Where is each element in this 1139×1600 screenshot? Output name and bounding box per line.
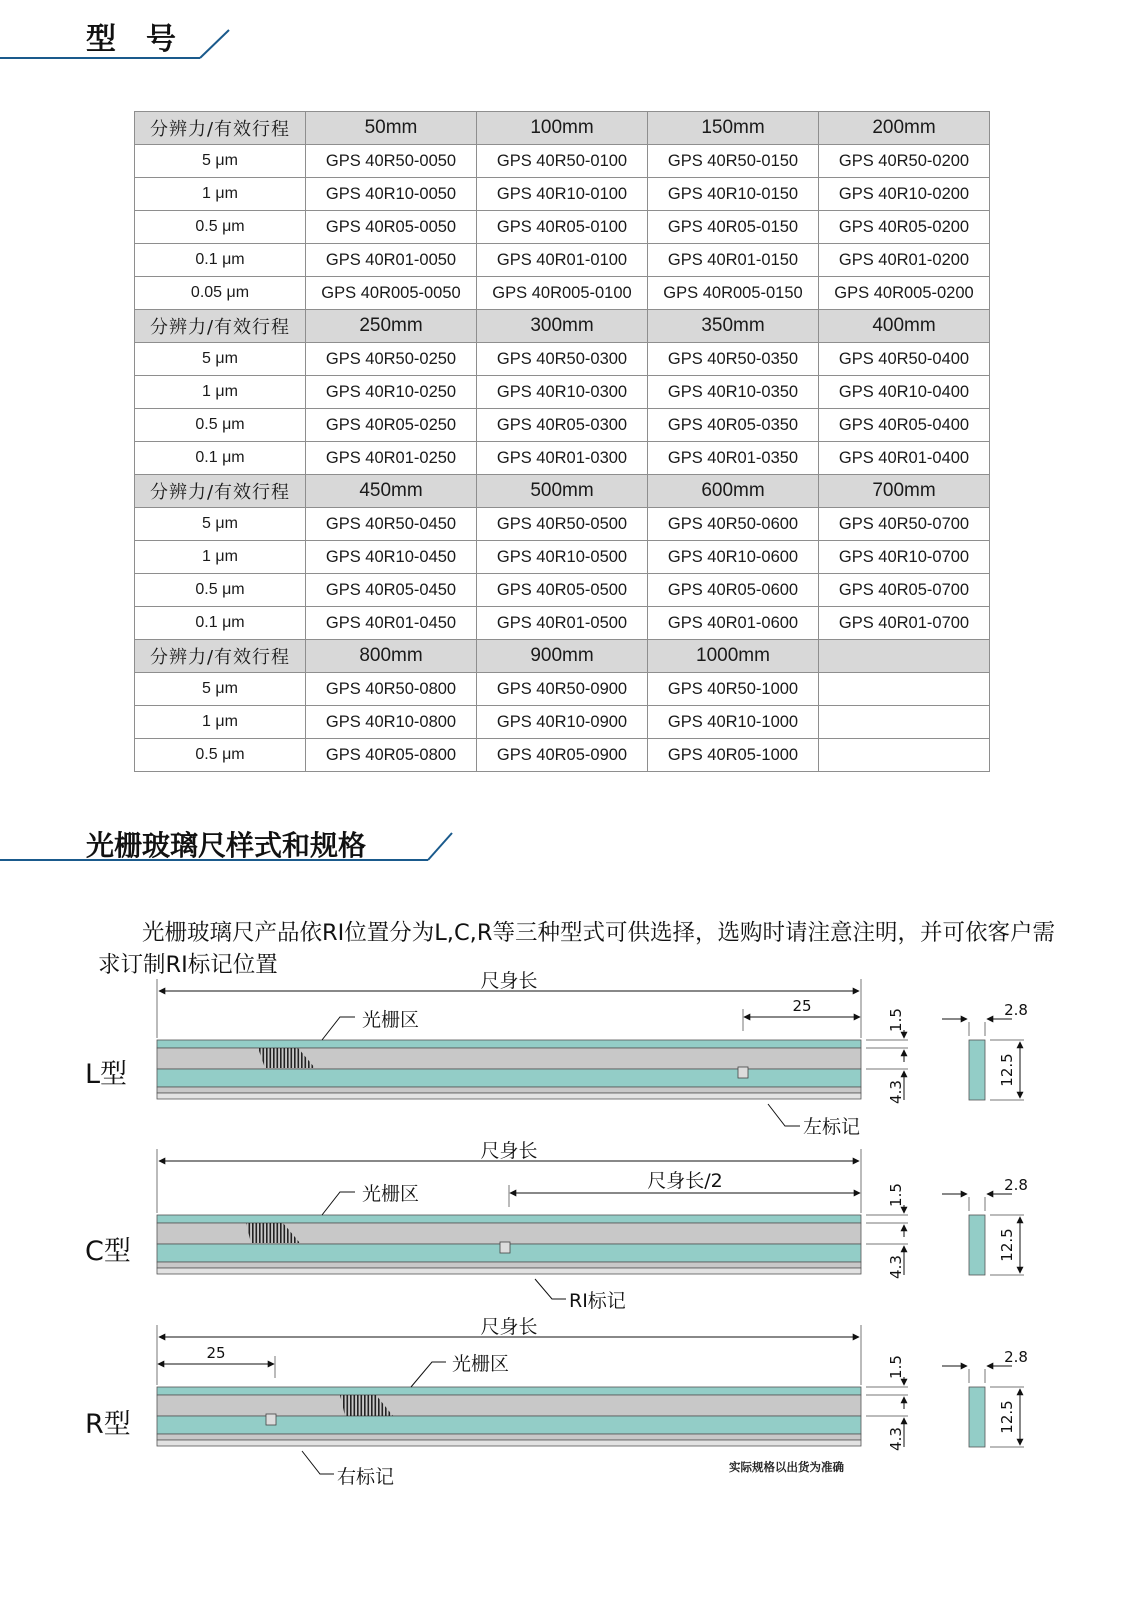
dim-bottom-label: 4.3 <box>887 1427 905 1451</box>
resolution-cell: 0.5 μm <box>135 574 306 607</box>
leader-line <box>768 1104 800 1126</box>
model-cell: GPS 40R05-0100 <box>477 211 648 244</box>
leader-line <box>322 1017 355 1040</box>
model-cell: GPS 40R05-0300 <box>477 409 648 442</box>
model-cell: GPS 40R005-0100 <box>477 277 648 310</box>
model-cell: GPS 40R01-0700 <box>819 607 990 640</box>
model-cell: GPS 40R50-0150 <box>648 145 819 178</box>
model-cell: GPS 40R05-1000 <box>648 739 819 772</box>
model-cell: GPS 40R10-0150 <box>648 178 819 211</box>
type-label: L型 <box>85 1059 128 1090</box>
travel-header-cell: 100mm <box>477 112 648 145</box>
travel-header-cell: 500mm <box>477 475 648 508</box>
travel-header-cell: 300mm <box>477 310 648 343</box>
model-cell: GPS 40R01-0400 <box>819 442 990 475</box>
model-cell: GPS 40R10-0500 <box>477 541 648 574</box>
diagram-r-type <box>85 1316 1028 1488</box>
model-cell: GPS 40R05-0400 <box>819 409 990 442</box>
leader-line <box>322 1192 355 1215</box>
scale-base-strip <box>157 1262 861 1268</box>
length-label: 尺身长 <box>480 1316 538 1338</box>
resolution-cell: 5 μm <box>135 145 306 178</box>
dim-top-label: 1.5 <box>887 1355 905 1379</box>
leader-line <box>535 1279 566 1299</box>
model-cell: GPS 40R01-0050 <box>306 244 477 277</box>
resolution-cell: 5 μm <box>135 343 306 376</box>
diagram-l-type <box>85 970 1028 1138</box>
dim-width-label: 2.8 <box>1004 1001 1028 1019</box>
scale-top-strip <box>157 1387 861 1395</box>
dim-bottom-label: 4.3 <box>887 1080 905 1104</box>
grating-label: 光栅区 <box>452 1353 510 1375</box>
scale-base-edge <box>157 1440 861 1446</box>
model-cell: GPS 40R50-0900 <box>477 673 648 706</box>
header-label-cell: 分辨力/有效行程 <box>135 310 306 343</box>
scale-reference-strip <box>157 1416 861 1434</box>
travel-header-cell: 700mm <box>819 475 990 508</box>
section-title-style: 光栅玻璃尺样式和规格 <box>86 829 367 862</box>
model-cell: GPS 40R10-0050 <box>306 178 477 211</box>
travel-header-cell: 250mm <box>306 310 477 343</box>
travel-header-cell: 1000mm <box>648 640 819 673</box>
scale-base-edge <box>157 1093 861 1099</box>
model-cell: GPS 40R10-0900 <box>477 706 648 739</box>
scale-grating-body <box>157 1395 861 1416</box>
dim-width-label: 2.8 <box>1004 1348 1028 1366</box>
scale-top-strip <box>157 1215 861 1223</box>
model-cell: GPS 40R005-0200 <box>819 277 990 310</box>
cross-section <box>969 1040 985 1100</box>
model-cell: GPS 40R10-0100 <box>477 178 648 211</box>
leader-line <box>302 1451 334 1474</box>
travel-header-cell: 50mm <box>306 112 477 145</box>
grating-label: 光栅区 <box>362 1183 420 1205</box>
diagram-c-type <box>85 1140 1028 1312</box>
model-cell: GPS 40R01-0250 <box>306 442 477 475</box>
footnote: 实际规格以出货为准确 <box>729 1460 844 1474</box>
resolution-cell: 0.1 μm <box>135 607 306 640</box>
model-cell: GPS 40R05-0900 <box>477 739 648 772</box>
model-cell: GPS 40R10-0800 <box>306 706 477 739</box>
dim-height-label: 12.5 <box>998 1228 1016 1262</box>
mark-label: 右标记 <box>337 1466 395 1488</box>
model-cell: GPS 40R05-0200 <box>819 211 990 244</box>
reference-mark <box>266 1414 276 1425</box>
model-cell: GPS 40R005-0050 <box>306 277 477 310</box>
offset-label: 25 <box>792 997 812 1015</box>
scale-base-strip <box>157 1434 861 1440</box>
model-cell: GPS 40R05-0700 <box>819 574 990 607</box>
scale-top-strip <box>157 1040 861 1048</box>
model-cell: GPS 40R50-0050 <box>306 145 477 178</box>
model-cell: GPS 40R05-0050 <box>306 211 477 244</box>
model-cell: GPS 40R50-0200 <box>819 145 990 178</box>
model-cell: GPS 40R50-0450 <box>306 508 477 541</box>
resolution-cell: 0.5 μm <box>135 739 306 772</box>
model-cell: GPS 40R10-0400 <box>819 376 990 409</box>
model-cell: GPS 40R05-0600 <box>648 574 819 607</box>
resolution-cell: 5 μm <box>135 673 306 706</box>
travel-header-cell: 400mm <box>819 310 990 343</box>
travel-header-cell: 200mm <box>819 112 990 145</box>
header-label-cell: 分辨力/有效行程 <box>135 112 306 145</box>
length-label: 尺身长 <box>480 970 538 992</box>
model-cell: GPS 40R10-0350 <box>648 376 819 409</box>
model-cell: GPS 40R01-0350 <box>648 442 819 475</box>
model-cell: GPS 40R01-0300 <box>477 442 648 475</box>
resolution-cell: 5 μm <box>135 508 306 541</box>
diagram-layer <box>85 970 1028 1488</box>
model-cell: GPS 40R50-0600 <box>648 508 819 541</box>
model-cell: GPS 40R01-0450 <box>306 607 477 640</box>
model-cell: GPS 40R05-0150 <box>648 211 819 244</box>
model-cell: GPS 40R10-1000 <box>648 706 819 739</box>
model-cell: GPS 40R005-0150 <box>648 277 819 310</box>
model-cell: GPS 40R10-0300 <box>477 376 648 409</box>
reference-mark <box>738 1067 748 1078</box>
resolution-cell: 1 μm <box>135 706 306 739</box>
model-cell: GPS 40R50-0250 <box>306 343 477 376</box>
offset-label: 尺身长/2 <box>647 1170 723 1192</box>
model-cell: GPS 40R01-0100 <box>477 244 648 277</box>
resolution-cell: 1 μm <box>135 376 306 409</box>
resolution-cell: 0.1 μm <box>135 442 306 475</box>
model-cell: GPS 40R50-0300 <box>477 343 648 376</box>
travel-header-cell: 600mm <box>648 475 819 508</box>
model-cell: GPS 40R10-0450 <box>306 541 477 574</box>
resolution-cell: 0.1 μm <box>135 244 306 277</box>
model-cell: GPS 40R05-0500 <box>477 574 648 607</box>
travel-header-cell: 150mm <box>648 112 819 145</box>
leader-line <box>411 1362 446 1387</box>
scale-base-strip <box>157 1087 861 1093</box>
cross-section <box>969 1387 985 1447</box>
model-cell: GPS 40R50-0400 <box>819 343 990 376</box>
type-label: C型 <box>85 1236 131 1267</box>
type-label: R型 <box>85 1409 131 1440</box>
scale-base-edge <box>157 1268 861 1274</box>
model-cell: GPS 40R05-0250 <box>306 409 477 442</box>
travel-header-cell: 900mm <box>477 640 648 673</box>
model-cell: GPS 40R05-0800 <box>306 739 477 772</box>
cross-section <box>969 1215 985 1275</box>
model-cell: GPS 40R50-0700 <box>819 508 990 541</box>
resolution-cell: 0.5 μm <box>135 409 306 442</box>
mark-label: RI标记 <box>569 1290 626 1312</box>
model-cell: GPS 40R50-0350 <box>648 343 819 376</box>
model-cell: GPS 40R50-1000 <box>648 673 819 706</box>
resolution-cell: 0.5 μm <box>135 211 306 244</box>
dim-height-label: 12.5 <box>998 1053 1016 1087</box>
section-title-models: 型 号 <box>86 22 176 57</box>
intro-paragraph: 光栅玻璃尺产品依RI位置分为L,C,R等三种型式可供选择，选购时请注意注明，并可依客户需求订制RI标记位置 <box>98 920 1055 978</box>
travel-header-cell: 350mm <box>648 310 819 343</box>
model-cell: GPS 40R10-0200 <box>819 178 990 211</box>
model-cell: GPS 40R01-0150 <box>648 244 819 277</box>
grating-label: 光栅区 <box>362 1009 420 1031</box>
model-cell: GPS 40R50-0500 <box>477 508 648 541</box>
resolution-cell: 0.05 μm <box>135 277 306 310</box>
model-cell: GPS 40R05-0450 <box>306 574 477 607</box>
offset-label: 25 <box>206 1344 226 1362</box>
model-cell: GPS 40R01-0600 <box>648 607 819 640</box>
header-label-cell: 分辨力/有效行程 <box>135 640 306 673</box>
model-cell: GPS 40R01-0200 <box>819 244 990 277</box>
model-cell: GPS 40R50-0100 <box>477 145 648 178</box>
dim-height-label: 12.5 <box>998 1400 1016 1434</box>
travel-header-cell: 450mm <box>306 475 477 508</box>
resolution-cell: 1 μm <box>135 178 306 211</box>
header-label-cell: 分辨力/有效行程 <box>135 475 306 508</box>
travel-header-cell: 800mm <box>306 640 477 673</box>
length-label: 尺身长 <box>480 1140 538 1162</box>
dim-top-label: 1.5 <box>887 1008 905 1032</box>
model-cell: GPS 40R10-0700 <box>819 541 990 574</box>
model-cell: GPS 40R01-0500 <box>477 607 648 640</box>
reference-mark <box>500 1242 510 1253</box>
scale-reference-strip <box>157 1069 861 1087</box>
model-cell: GPS 40R10-0600 <box>648 541 819 574</box>
mark-label: 左标记 <box>803 1116 861 1138</box>
model-cell: GPS 40R10-0250 <box>306 376 477 409</box>
dim-bottom-label: 4.3 <box>887 1255 905 1279</box>
model-cell: GPS 40R05-0350 <box>648 409 819 442</box>
model-cell: GPS 40R50-0800 <box>306 673 477 706</box>
resolution-cell: 1 μm <box>135 541 306 574</box>
dim-top-label: 1.5 <box>887 1183 905 1207</box>
dim-width-label: 2.8 <box>1004 1176 1028 1194</box>
